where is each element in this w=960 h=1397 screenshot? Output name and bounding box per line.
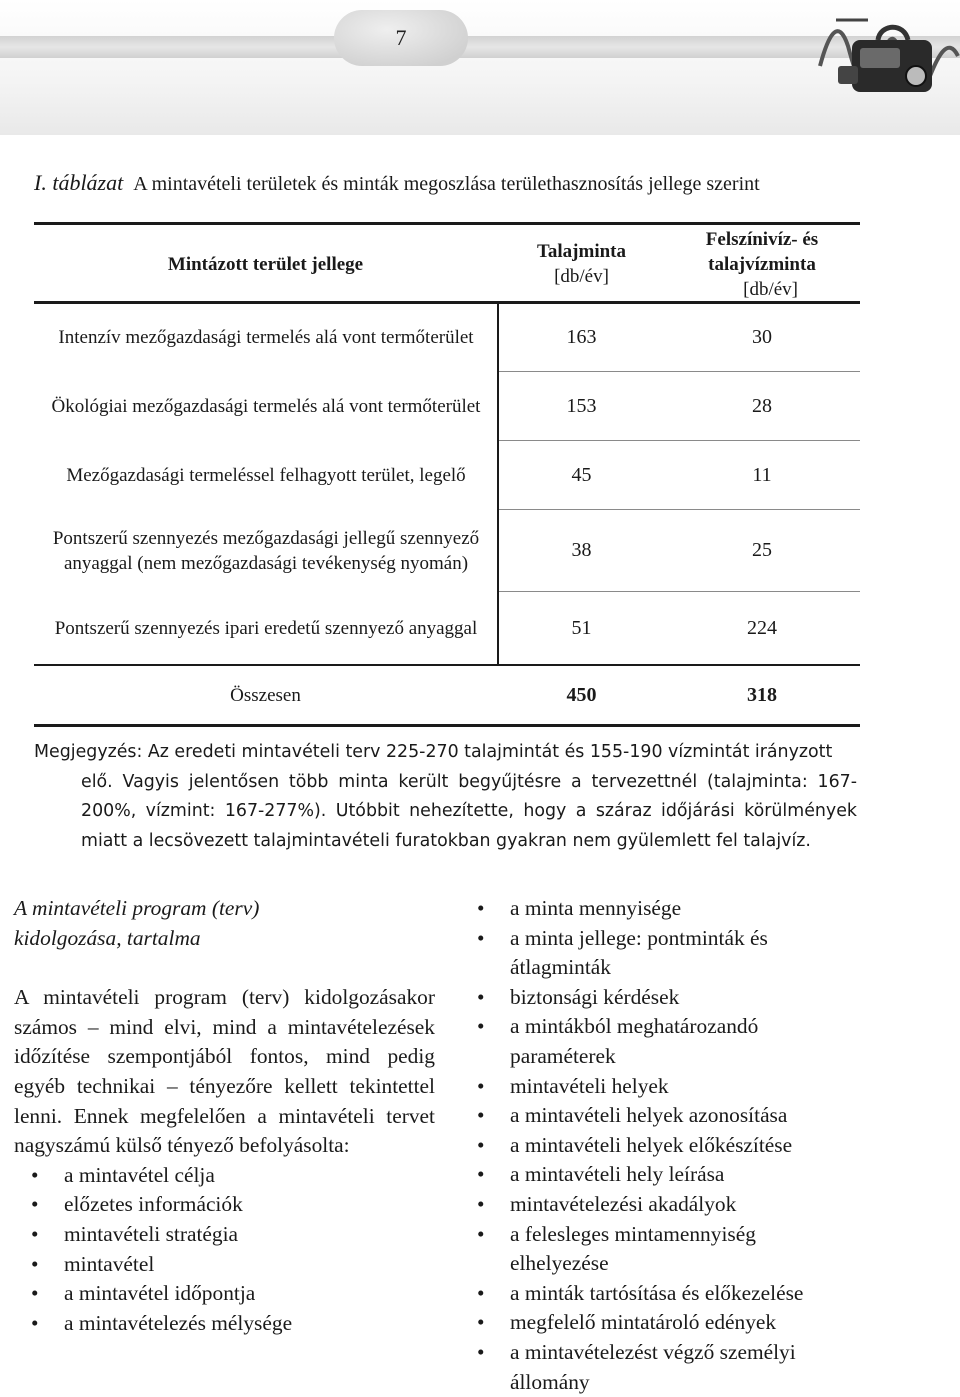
bullet-item: • a mintavételi hely leírása [460,1160,960,1190]
bullet-item: • a minták tartósítása és előkezelése [460,1279,960,1309]
bullet-item: • biztonsági kérdések [460,983,960,1013]
row-water-value [664,510,860,591]
row-water-text: 28 [752,394,772,417]
bullet-item: • megfelelő mintatároló edények [460,1308,960,1338]
body-paragraph: A mintavételi program (terv) kidolgozásakor számos – mind elvi, mind a mintavételezések időzítése szempontjából fontos, mind pedig egyéb technikai – tényezőre kellett tekintettel lenni. Ennek megfelelően a mintavételi tervet nagyszámú külső tényező befolyásolta: [14,985,435,1158]
row-water-text: 224 [747,616,777,639]
row-label-text: Pontszerű szennyezés mezőgazdasági jellegű szennyező anyaggal (nem mezőgazdasági tevékenység nyomán) [52,527,480,574]
total-water-value [664,666,860,724]
row-water-value [664,441,860,509]
table-caption [34,168,934,199]
page-header [0,0,960,135]
row-soil-value [499,372,664,440]
bullet-item: • a mintákból meghatározandó paraméterek [460,1012,810,1071]
table-footnote [34,738,857,856]
bullet-item: • mintavételi helyek [460,1072,960,1102]
bullet-item: • mintavétel [14,1250,435,1280]
footnote-continuation: elő. Vagyis jelentősen több minta került begyűjtésre a tervezettnél (talajminta: 167-200%, vízmint: 167-277%). Utóbbit nehezítette, hogy a száraz időjárási körülmények miatt a lecsövezett talajmintavételi furatokban gyakran nem gyülemlett fel talajvíz. [81,771,857,851]
row-label [50,372,482,440]
row-label-text: Mezőgazdasági termeléssel felhagyott terület, legelő [66,464,466,486]
row-label-text: Ökológiai mezőgazdasági termelés alá vont termőterület [51,395,481,417]
header-soil-unit: [db/év] [554,266,609,287]
row-soil-text: 163 [566,326,597,348]
row-label-text: Intenzív mezőgazdasági termelés alá vont termőterület [58,327,474,348]
bullet-item: • mintavételi stratégia [14,1220,435,1250]
header-water [664,226,860,302]
row-water-text: 11 [752,463,772,486]
left-bullet-list [14,1161,435,1339]
header-soil-text: Talajminta [536,241,627,262]
right-bullet-list [460,894,960,1397]
footnote-first-line: Megjegyzés: Az eredeti mintavételi terv 225-270 talajmintát és 155-190 vízmintát irányzott [34,742,833,762]
row-label-text: Pontszerű szennyezés ipari eredetű szennyező anyaggal [54,617,478,639]
row-soil-text: 51 [571,616,592,639]
total-soil-text: 450 [566,683,597,706]
row-water-text: 30 [752,326,772,348]
bullet-item: • a mintavételi helyek azonosítása [460,1101,960,1131]
table-caption-label: I. táblázat [34,170,124,195]
section-heading [14,894,435,953]
row-soil-text: 153 [566,394,597,417]
row-water-value [664,372,860,440]
row-water-value [664,592,860,664]
row-soil-text: 38 [571,539,592,561]
total-label [34,666,497,724]
bullet-item: • a mintavételezést végző személyi állomány [460,1338,850,1397]
table-top-rule [34,222,860,225]
row-label [50,441,482,509]
header-water-unit: [db/év] [743,278,798,300]
bullet-item: • a minta mennyisége [460,894,960,924]
bullet-item: • a mintavételi helyek előkészítése [460,1131,960,1161]
row-soil-value [499,441,664,509]
total-soil-value [499,666,664,724]
row-label [50,304,482,371]
row-soil-value [499,304,664,371]
bullet-item: • a felesleges mintamennyiség elhelyezése [460,1220,810,1279]
table-bottom-rule [34,724,860,727]
header-stripe [0,36,960,58]
table-caption-text: A mintavételi területek és minták megoszlása területhasznosítás jellege szerint [133,173,760,195]
header-area [34,226,497,302]
header-soil [499,226,664,302]
sampler-device-logo [818,6,960,118]
bullet-item: • a minta jellege: pontminták és átlagminták [460,924,800,983]
row-label [50,510,482,591]
total-water-text: 318 [747,683,777,706]
bullet-item: • előzetes információk [14,1190,435,1220]
section-heading-line1: A mintavételi program (terv) [14,896,260,920]
row-label [50,592,482,664]
bullet-item: • mintavételezési akadályok [460,1190,960,1220]
header-water-text: Felszínivíz- és talajvízminta [705,228,819,275]
bullet-item: • a mintavétel célja [14,1161,435,1191]
row-soil-value [499,592,664,664]
row-water-text: 25 [752,539,772,561]
page-number-text: 7 [395,25,407,50]
page-number [334,10,468,66]
header-area-text: Mintázott terület jellege [167,253,364,275]
left-column [14,894,435,1338]
row-soil-value [499,510,664,591]
row-water-value [664,304,860,371]
bullet-item: • a mintavétel időpontja [14,1279,435,1309]
right-column [460,894,960,1397]
bullet-item: • a mintavételezés mélysége [14,1309,435,1339]
total-label-text: Összesen [230,684,301,706]
section-heading-line2: kidolgozása, tartalma [14,925,201,950]
row-soil-text: 45 [571,463,592,486]
